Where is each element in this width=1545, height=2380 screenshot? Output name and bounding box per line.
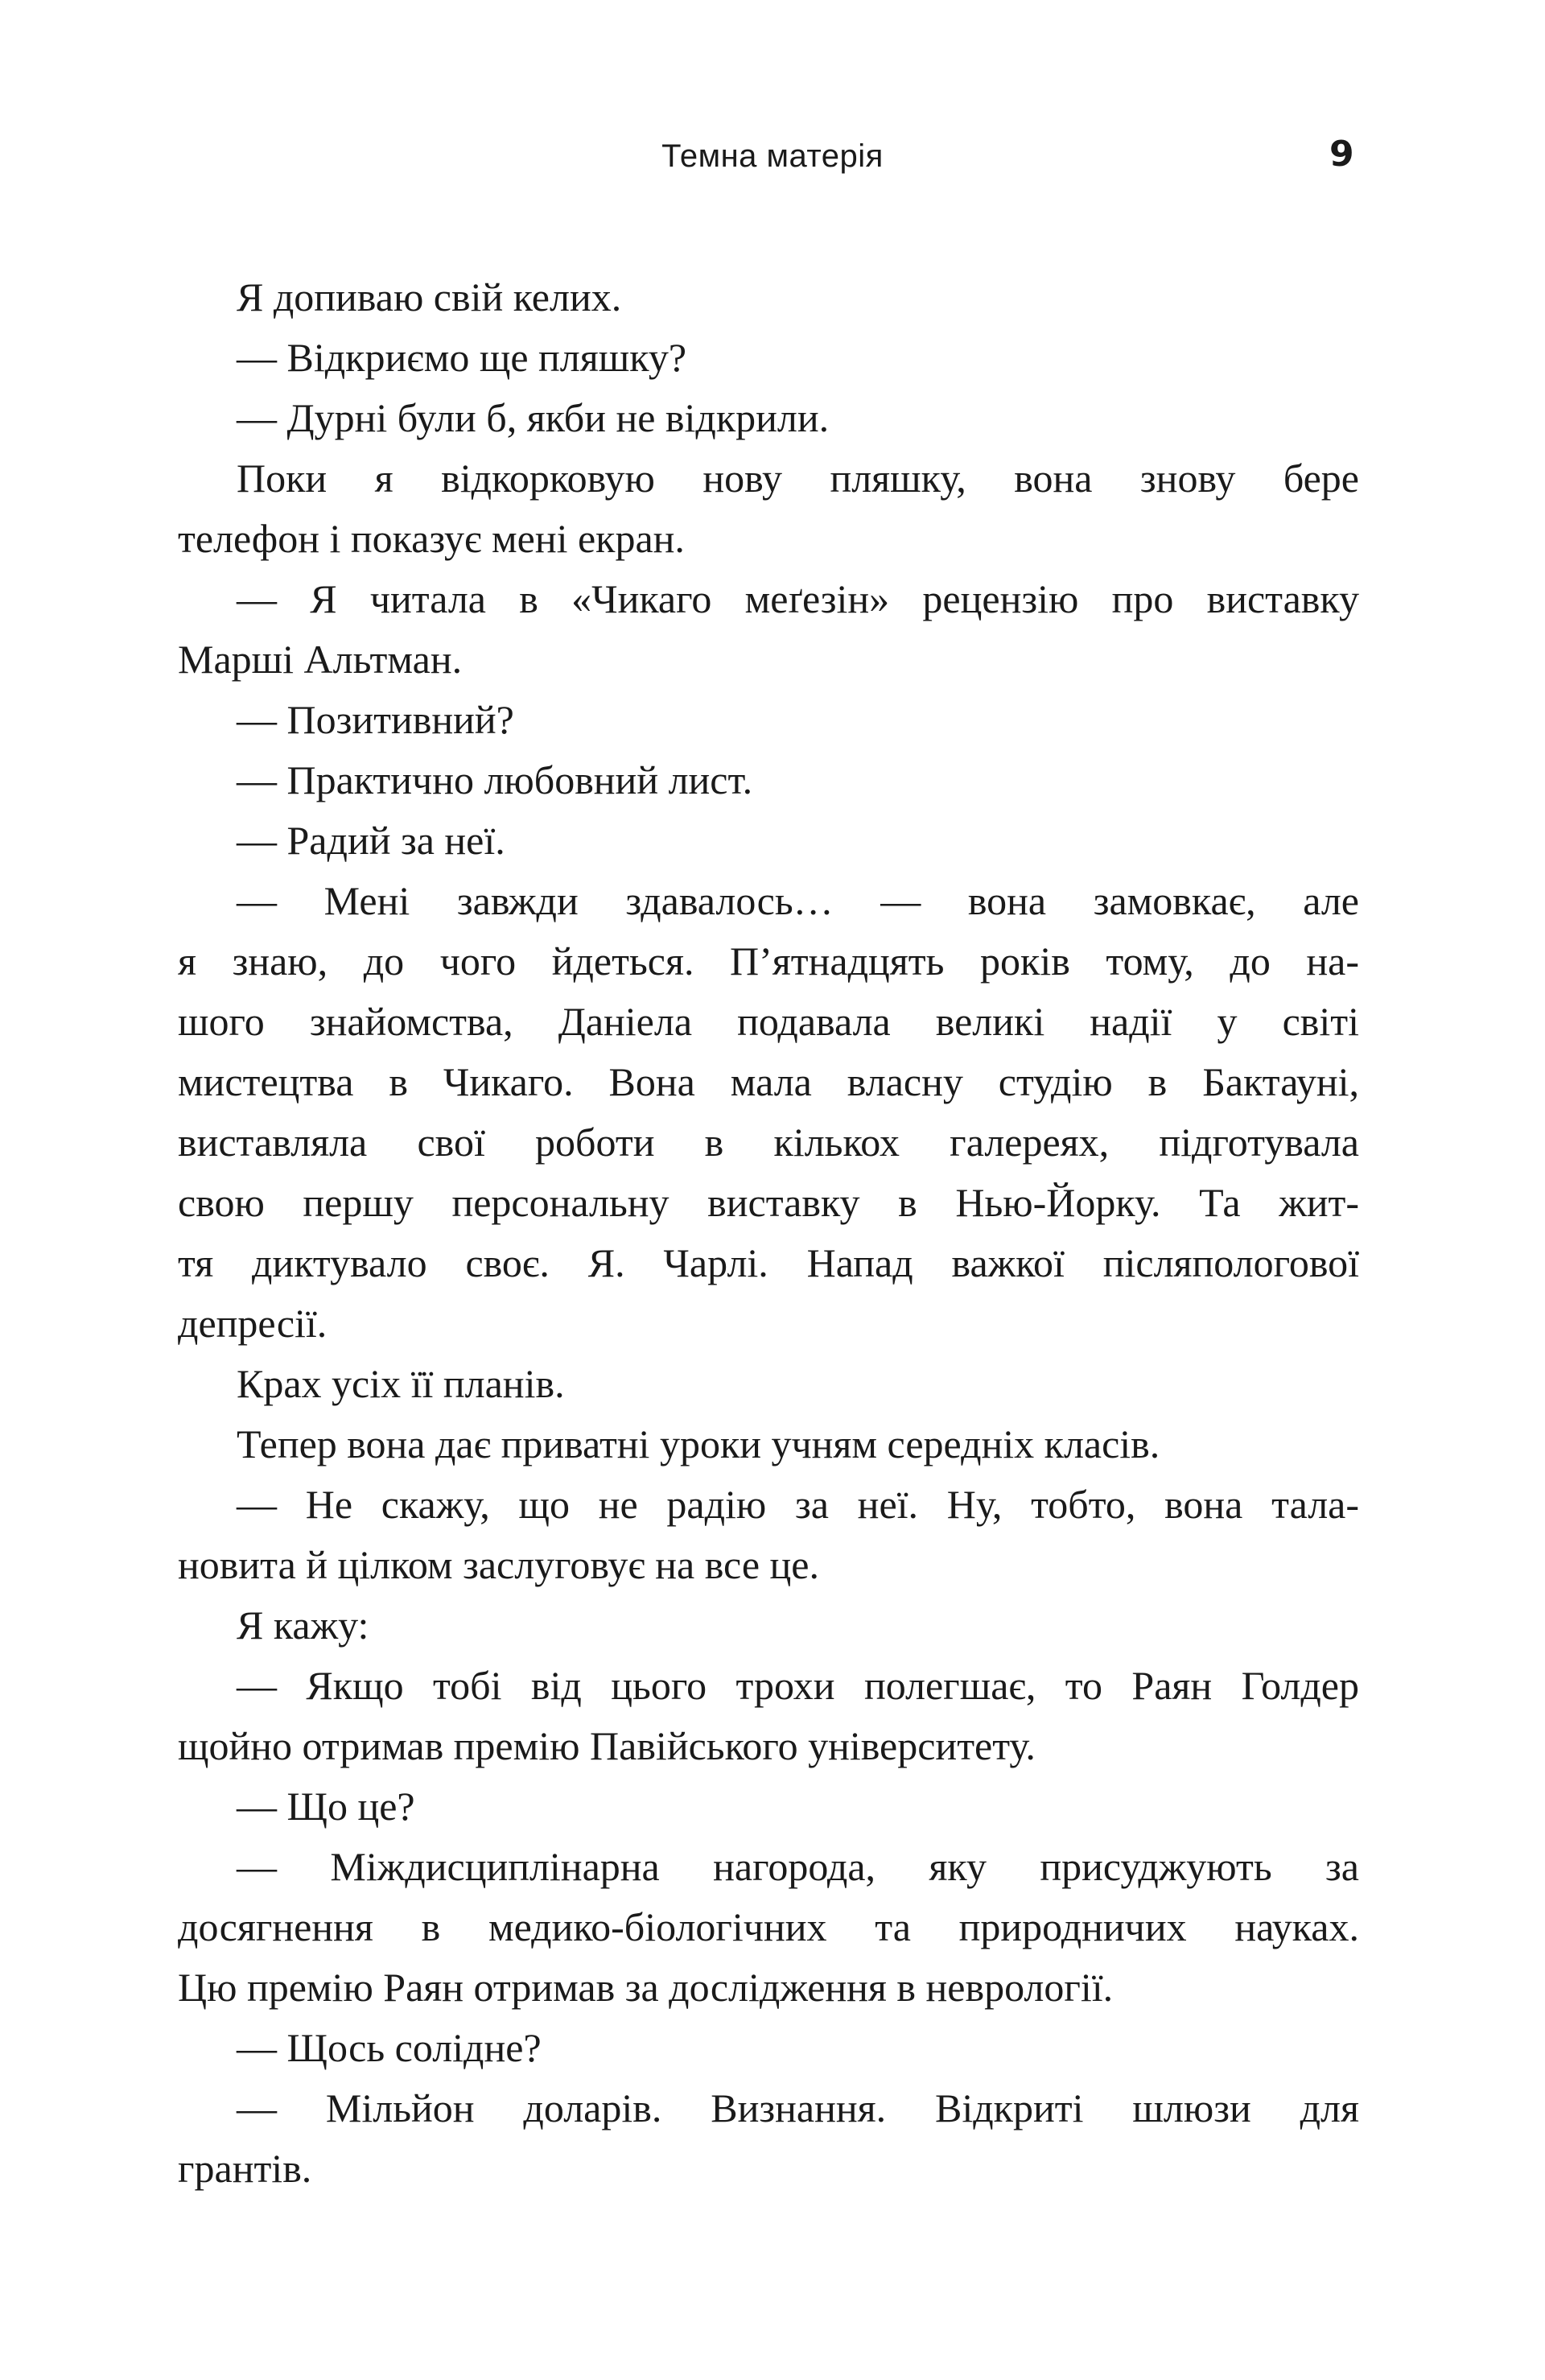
text-line: Я допиваю свій келих. bbox=[237, 274, 622, 320]
paragraph bbox=[178, 267, 1359, 328]
text-line: Я кажу: bbox=[237, 1602, 369, 1648]
text-line: мистецтва в Чикаго. Вона мала власну студію в Бактауні, bbox=[178, 1059, 1359, 1104]
body-text bbox=[178, 267, 1359, 2199]
paragraph bbox=[178, 388, 1359, 448]
text-line: Марші Альтман. bbox=[178, 637, 463, 682]
text-line: досягнення в медико-біологічних та природничих науках. bbox=[178, 1904, 1359, 1949]
text-line: — Не скажу, що не радію за неї. Ну, тобто, вона тала- bbox=[237, 1482, 1359, 1527]
paragraph bbox=[178, 2078, 1359, 2199]
paragraph bbox=[178, 750, 1359, 811]
text-line: — Я читала в «Чикаго меґезін» рецензію про виставку bbox=[237, 576, 1359, 621]
text-line: — Радий за неї. bbox=[237, 818, 505, 863]
text-line: Поки я відкорковую нову пляшку, вона знову бере bbox=[237, 456, 1359, 501]
paragraph bbox=[178, 448, 1359, 569]
text-line: телефон і показує мені екран. bbox=[178, 516, 685, 561]
paragraph bbox=[178, 1595, 1359, 1656]
paragraph bbox=[178, 1837, 1359, 2018]
paragraph bbox=[178, 1776, 1359, 1837]
page-number: 9 bbox=[1329, 134, 1354, 175]
text-line: — Відкриємо ще пляшку? bbox=[237, 335, 687, 380]
paragraph bbox=[178, 2018, 1359, 2078]
paragraph bbox=[178, 1475, 1359, 1595]
text-line: — Практично любовний лист. bbox=[237, 757, 753, 802]
text-line: Крах усіх її планів. bbox=[237, 1361, 565, 1406]
text-line: новита й цілком заслуговує на все це. bbox=[178, 1542, 819, 1587]
running-head-title: Темна матерія bbox=[661, 138, 884, 174]
text-line: свою першу персональну виставку в Нью-Йорку. Та жит- bbox=[178, 1180, 1359, 1225]
paragraph bbox=[178, 328, 1359, 388]
text-line: шого знайомства, Даніела подавала великі надії у світі bbox=[178, 999, 1359, 1044]
text-line: щойно отримав премію Павійського університету. bbox=[178, 1723, 1036, 1768]
text-line: тя диктувало своє. Я. Чарлі. Напад важкої післяпологової bbox=[178, 1240, 1359, 1285]
paragraph bbox=[178, 871, 1359, 1354]
paragraph bbox=[178, 811, 1359, 871]
text-line: — Позитивний? bbox=[237, 697, 514, 742]
text-line: — Що це? bbox=[237, 1784, 415, 1829]
text-line: Цю премію Раян отримав за дослідження в неврології. bbox=[178, 1965, 1114, 2010]
paragraph bbox=[178, 1414, 1359, 1475]
text-line: виставляла свої роботи в кількох галереях, підготувала bbox=[178, 1120, 1359, 1165]
text-line: — Мільйон доларів. Визнання. Відкриті шлюзи для bbox=[237, 2085, 1359, 2130]
text-line: — Дурні були б, якби не відкрили. bbox=[237, 395, 830, 440]
text-line: я знаю, до чого йдеться. П’ятнадцять років тому, до на- bbox=[178, 938, 1359, 984]
text-line: — Мені завжди здавалось… — вона замовкає, але bbox=[237, 878, 1359, 923]
paragraph bbox=[178, 1354, 1359, 1414]
text-line: Тепер вона дає приватні уроки учням середніх класів. bbox=[237, 1421, 1160, 1466]
text-line: — Щось солідне? bbox=[237, 2025, 542, 2070]
text-line: грантів. bbox=[178, 2146, 312, 2191]
paragraph bbox=[178, 1656, 1359, 1776]
text-line: — Якщо тобі від цього трохи полегшає, то Раян Голдер bbox=[237, 1663, 1359, 1708]
paragraph bbox=[178, 569, 1359, 690]
text-line: — Міждисциплінарна нагорода, яку присуджують за bbox=[237, 1844, 1359, 1889]
paragraph bbox=[178, 690, 1359, 750]
text-line: депресії. bbox=[178, 1301, 328, 1346]
